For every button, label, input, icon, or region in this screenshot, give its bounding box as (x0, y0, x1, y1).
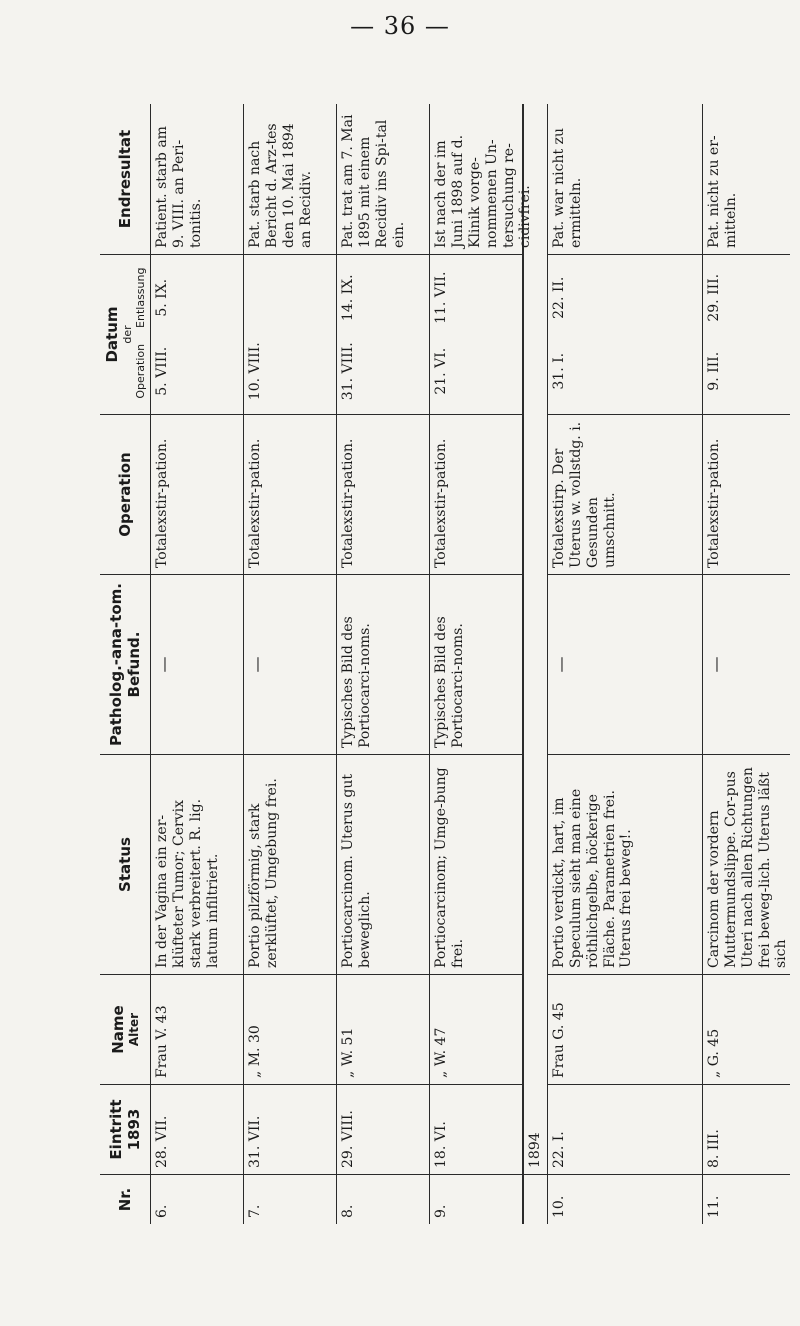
row-name (151, 974, 243, 1084)
row-status: In der Vagina ein zer-klüfteter Tumor; Cervix stark verbreitert. R. lig. latum infiltriert. (151, 754, 243, 974)
row-date-op: 31. VIII. (340, 342, 357, 401)
row-date-discharge: 14. IX. (340, 274, 357, 322)
row-dates (337, 254, 429, 414)
row-age: 30 (247, 1025, 264, 1044)
row-date-discharge: 22. II. (551, 276, 568, 319)
row-age: 43 (154, 1005, 171, 1024)
table-row (244, 104, 337, 1224)
row-operation: Totalexstir-pation. (703, 414, 790, 574)
row-status: Portio pilzförmig, stark zerklüftet, Umgebung frei. (244, 754, 336, 974)
header-operation: Operation (100, 414, 150, 574)
year-divider-spacer (524, 1174, 547, 1224)
row-operation: Totalexstirp. Der Uterus w. vollstdg. i. Gesunden umschnitt. (548, 414, 702, 574)
row-nr: 6. (151, 1174, 243, 1224)
row-name (430, 974, 522, 1084)
row-operation: Totalexstir-pation. (151, 414, 243, 574)
table-stage (100, 104, 790, 1224)
header-status: Status (100, 754, 150, 974)
row-name-text: „ G. (706, 1051, 723, 1078)
row-status: Portio verdickt, hart, im Speculum sieht man eine röthlichgelbe, höckerige Fläche. Parametrien frei. Uterus frei beweg!. (548, 754, 702, 974)
row-nr: 8. (337, 1174, 429, 1224)
row-age: 45 (706, 1028, 723, 1047)
header-nr: Nr. (100, 1174, 150, 1224)
row-date-discharge: 5. IX. (154, 278, 171, 317)
row-date-discharge: 29. III. (706, 273, 723, 322)
row-patho: — (548, 574, 702, 754)
row-result: Ist nach der im Juni 1898 auf d. Klinik vorge-nommenen Un-tersuchung re-cidivfrei. (433, 134, 534, 248)
row-patho: — (151, 574, 243, 754)
header-date-op: Operation (134, 343, 148, 399)
row-name (337, 974, 429, 1084)
row-name-text: „ W. (433, 1049, 450, 1078)
row-age: 47 (433, 1027, 450, 1046)
row-patho: — (703, 574, 790, 754)
header-entry: Eintritt 1893 (100, 1084, 150, 1174)
table-row (703, 104, 790, 1224)
row-entry: 18. VI. (430, 1084, 522, 1174)
row-dates (703, 254, 790, 414)
header-date-discharge: Entlassung (134, 267, 148, 328)
row-dates (244, 254, 336, 414)
row-name (703, 974, 790, 1084)
row-name (548, 974, 702, 1084)
row-date-op: 5. VIII. (154, 346, 171, 396)
row-result: Pat. war nicht zu ermitteln. (551, 128, 584, 248)
row-date-discharge: 11. VII. (433, 271, 450, 324)
row-result: Pat. trat am 7. Mai 1895 mit einem Recidiv ins Spi-tal ein. (340, 114, 407, 248)
row-patho: Typisches Bild des Portiocarci-noms. (337, 574, 429, 754)
case-table (100, 104, 790, 1224)
header-date-der: der (121, 325, 134, 344)
row-operation: Totalexstir-pation. (430, 414, 522, 574)
table-row (151, 104, 244, 1224)
table-row (430, 104, 534, 1224)
table-header-row (100, 104, 151, 1224)
row-status: Portiocarcinom; Umge-bung frei. (430, 754, 522, 974)
header-date (100, 254, 150, 414)
row-age: 45 (551, 1002, 568, 1021)
row-status: Carcinom der vordern Muttermundslippe. Cor-pus Uteri nach allen Richtungen frei beweg-lich. Uterus läßt sich (703, 754, 790, 974)
row-entry: 28. VII. (151, 1084, 243, 1174)
row-name-text: Frau V. (154, 1027, 171, 1078)
row-date-op: 21. VI. (433, 347, 450, 395)
row-nr: 11. (703, 1174, 790, 1224)
row-operation: Totalexstir-pation. (337, 414, 429, 574)
row-patho: — (244, 574, 336, 754)
header-name-age (100, 974, 150, 1084)
row-name-text: „ W. (340, 1049, 357, 1078)
header-age: Alter (126, 1012, 141, 1047)
row-result: Pat. starb nach Bericht d. Arz-tes den 10. Mai 1894 an Recidiv. (247, 123, 314, 248)
row-dates (430, 254, 522, 414)
row-patho: Typisches Bild des Portiocarci-noms. (430, 574, 522, 754)
row-age: 51 (340, 1027, 357, 1046)
header-patho: Patholog.-ana-tom. Befund. (100, 574, 150, 754)
row-result: Pat. nicht zu er-mitteln. (706, 135, 739, 248)
row-status: Portiocarcinom. Uterus gut beweglich. (337, 754, 429, 974)
row-date-op: 9. III. (706, 351, 723, 391)
year-1894: 1894 (527, 1132, 544, 1168)
row-date-op: 31. I. (551, 352, 568, 390)
table-row (548, 104, 703, 1224)
row-result: Patient. starb am 9. VIII. an Peri-tonitis. (154, 126, 204, 248)
year-divider-row (523, 104, 548, 1224)
row-entry: 22. I. (548, 1084, 702, 1174)
row-name-text: Frau G. (551, 1024, 568, 1078)
row-date-op: 10. VIII. (247, 342, 264, 401)
row-dates (151, 254, 243, 414)
header-date-title: Datum (103, 306, 121, 363)
page-number: — 36 — (350, 12, 450, 40)
header-name: Name (108, 1005, 127, 1054)
header-result: Endresultat (116, 129, 135, 229)
row-entry: 29. VIII. (337, 1084, 429, 1174)
row-entry: 31. VII. (244, 1084, 336, 1174)
table-row (337, 104, 430, 1224)
row-operation: Totalexstir-pation. (244, 414, 336, 574)
row-date-discharge (247, 261, 333, 335)
row-nr: 9. (430, 1174, 522, 1224)
row-nr: 7. (244, 1174, 336, 1224)
row-dates (548, 254, 702, 414)
row-nr: 10. (548, 1174, 702, 1224)
row-name-text: „ M. (247, 1047, 264, 1078)
row-entry: 8. III. (703, 1084, 790, 1174)
row-name (244, 974, 336, 1084)
